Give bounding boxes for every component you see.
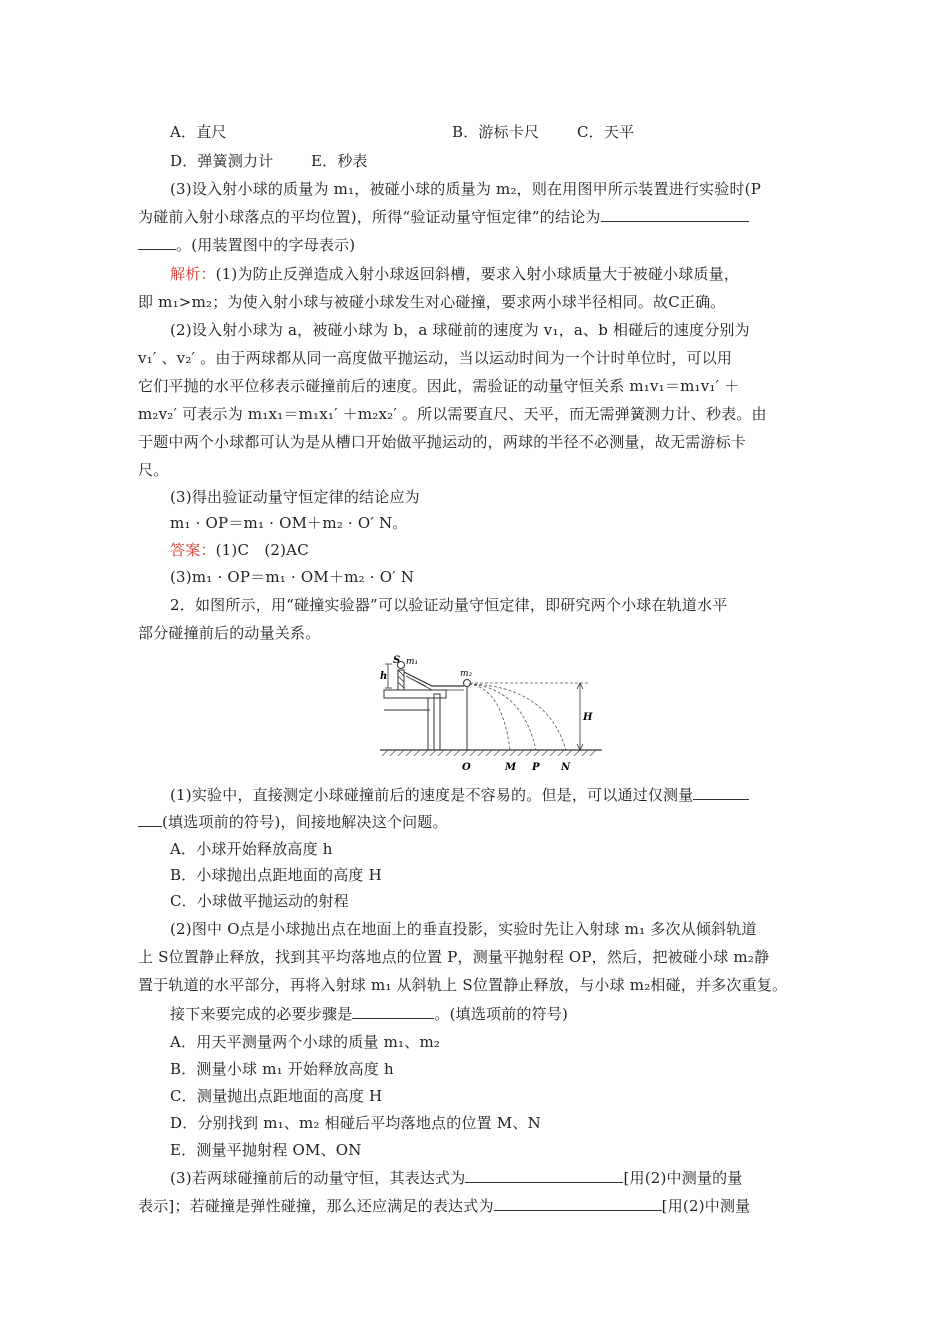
- label-O: O: [462, 762, 471, 773]
- answer-blank: [693, 785, 749, 800]
- q2-part2-line4: [170, 1004, 850, 1024]
- ramp-track-lower: [406, 676, 464, 690]
- q2-part1-text: (1)实验中，直接测定小球碰撞前后的速度是不容易的。但是，可以通过仅测量: [170, 786, 694, 804]
- ground-hatch: [382, 750, 596, 756]
- q1-option-a: A．直尺: [170, 123, 227, 141]
- q2-part3-text: (3)若两球碰撞前后的动量守恒，其表达式为: [170, 1169, 466, 1187]
- label-S: S: [393, 655, 401, 666]
- q2-part2-option-c: C．测量抛出点距地面的高度 H: [170, 1087, 383, 1105]
- label-h: h: [380, 671, 388, 682]
- q2-part3-hint2: [用(2)中测量: [661, 1197, 751, 1215]
- q1-part3-line2: [138, 207, 818, 227]
- answer-blank: [601, 207, 749, 222]
- answer-text: (1)C (2)AC: [215, 541, 309, 559]
- q2-part2-option-e: E．测量平抛射程 OM、ON: [170, 1141, 362, 1159]
- collision-apparatus-figure: [372, 652, 612, 776]
- q2-part2-line1: (2)图中 O点是小球抛出点在地面上的垂直投影，实验时先让入射球 m₁ 多次从倾斜轨道: [170, 920, 757, 938]
- answer-blank: [465, 1168, 623, 1183]
- analysis-line3: (2)设入射小球为 a，被碰小球为 b，a 球碰前的速度为 v₁，a、b 相碰后的速度分别为: [170, 321, 750, 339]
- q2-part1-option-b: B．小球抛出点距地面的高度 H: [170, 866, 382, 884]
- q2-intro-line2: 部分碰撞前后的动量关系。: [138, 624, 321, 642]
- q1-part3-tail: 。(用装置图中的字母表示): [176, 236, 356, 254]
- q2-part3-hint: [用(2)中测量的量: [623, 1169, 743, 1187]
- q2-part2-option-a: A．用天平测量两个小球的质量 m₁、m₂: [170, 1033, 441, 1051]
- analysis-line8: 尺。: [138, 461, 169, 479]
- analysis-line4: v₁′ 、v₂′ 。由于两球都从同一高度做平抛运动，当以运动时间为一个计时单位时，可以用: [138, 349, 733, 367]
- answer-line1: [170, 540, 850, 560]
- analysis-line5: 它们平抛的水平位移表示碰撞前后的速度。因此，需验证的动量守恒关系 m₁v₁＝m₁v₁′ ＋: [138, 377, 740, 395]
- analysis-line9: (3)得出验证动量守恒定律的结论应为: [170, 488, 420, 506]
- analysis-line1: [170, 264, 850, 284]
- q2-intro-line1: 2．如图所示，用“碰撞实验器”可以验证动量守恒定律，即研究两个小球在轨道水平: [170, 596, 728, 614]
- answer-line2: (3)m₁ · OP＝m₁ · OM＋m₂ · O′ N: [170, 568, 415, 586]
- analysis-line6: m₂v₂′ 可表示为 m₁x₁＝m₁x₁′ ＋m₂x₂′ 。所以需要直尺、天平，而无需弹簧测力计、秒表。由: [138, 405, 767, 423]
- q1-option-d: D．弹簧测力计: [170, 152, 274, 170]
- ball-m2: [464, 680, 471, 687]
- analysis-text: (1)为防止反弹造成入射小球返回斜槽，要求入射小球质量大于被碰小球质量，: [215, 265, 740, 283]
- q1-option-e: E．秒表: [311, 152, 368, 170]
- analysis-line7: 于题中两个小球都可认为是从槽口开始做平抛运动的，两球的半径不必测量，故无需游标卡: [138, 433, 747, 451]
- label-H: H: [583, 712, 593, 723]
- q2-part2-hint: 。(填选项前的符号): [434, 1005, 569, 1023]
- analysis-label: 解析：: [170, 265, 216, 283]
- q2-part3-line2: [138, 1196, 818, 1216]
- trajectory-N: [469, 684, 566, 750]
- analysis-conclusion: m₁ · OP＝m₁ · OM＋m₂ · O′ N。: [170, 514, 408, 532]
- answer-blank: [138, 812, 162, 827]
- answer-blank: [352, 1004, 434, 1019]
- q1-option-b: B．游标卡尺: [452, 123, 540, 141]
- q1-part3-text: 为碰前入射小球落点的平均位置)，所得“验证动量守恒定律”的结论为: [138, 208, 601, 226]
- q2-part1-option-c: C．小球做平抛运动的射程: [170, 892, 349, 910]
- table-leg: [428, 698, 434, 750]
- label-m1: m₁: [406, 657, 419, 667]
- answer-blank: [494, 1196, 662, 1211]
- ramp-track: [404, 672, 464, 686]
- label-m2: m₂: [460, 669, 473, 679]
- q1-part3-line1: (3)设入射小球的质量为 m₁，被碰小球的质量为 m₂，则在用图甲所示装置进行实验时(P: [170, 180, 762, 198]
- q2-part2-option-d: D．分别找到 m₁、m₂ 相碰后平均落地点的位置 M、N: [170, 1114, 541, 1132]
- q2-part2-option-b: B．测量小球 m₁ 开始释放高度 h: [170, 1060, 394, 1078]
- q1-option-c: C．天平: [577, 123, 635, 141]
- trajectory-P: [469, 684, 536, 750]
- label-N: N: [561, 762, 571, 773]
- answer-label: 答案：: [170, 541, 216, 559]
- q2-part1-tail: (填选项前的符号)，间接地解决这个问题。: [162, 813, 448, 831]
- q2-part2-line3: 置于轨道的水平部分，再将入射球 m₁ 从斜轨上 S位置静止释放，与小球 m₂相碰，并多次重复。: [138, 976, 788, 994]
- q2-part1-line2: [138, 812, 818, 832]
- analysis-line2: 即 m₁>m₂；为使入射小球与被碰小球发生对心碰撞，要求两小球半径相同。故C正确。: [138, 293, 726, 311]
- q1-part3-line3: [138, 235, 818, 255]
- trajectory-M: [469, 684, 510, 750]
- table-leg: [434, 694, 440, 750]
- label-M: M: [505, 762, 517, 773]
- answer-blank: [138, 235, 176, 250]
- q2-part3-text2: 表示]；若碰撞是弹性碰撞，那么还应满足的表达式为: [138, 1197, 494, 1215]
- stand-hatch: [398, 670, 404, 688]
- q2-part2-line2: 上 S位置静止释放，找到其平均落地点的位置 P，测量平抛射程 OP，然后，把被碰小球 m₂静: [138, 948, 770, 966]
- q2-part1-option-a: A．小球开始释放高度 h: [170, 840, 333, 858]
- q2-part1-line1: [170, 785, 850, 805]
- label-P: P: [532, 762, 540, 773]
- q2-part3-line1: [170, 1168, 850, 1188]
- q2-part2-prompt: 接下来要完成的必要步骤是: [170, 1005, 353, 1023]
